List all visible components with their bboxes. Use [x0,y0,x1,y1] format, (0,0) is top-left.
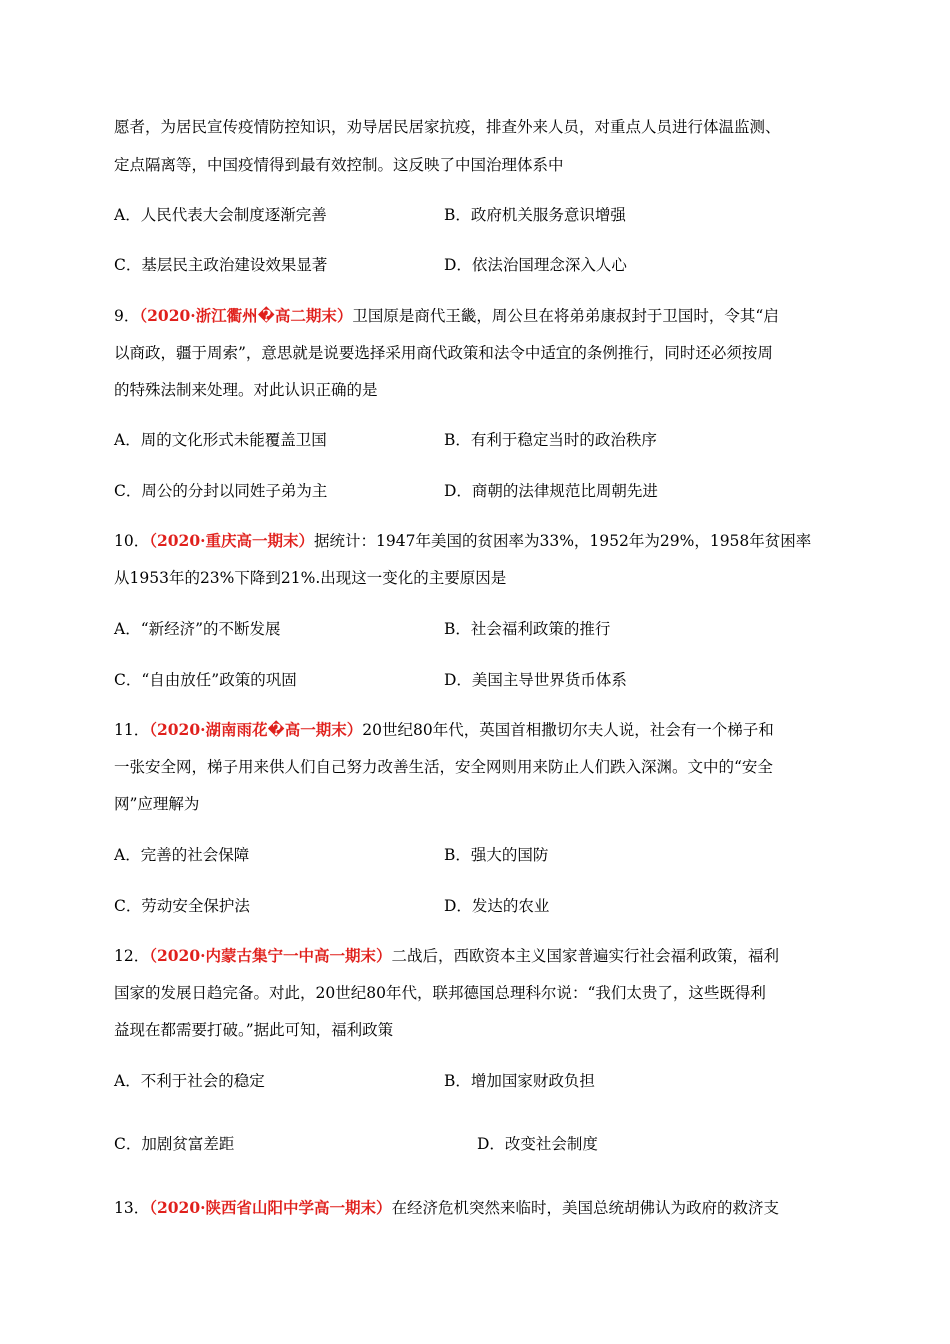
q9-line-1-text: 卫国原是商代王畿，周公旦在将弟弟康叔封于卫国时，令其“启 [352,307,779,325]
q9-option-a: A．周的文化形式未能覆盖卫国 [114,431,327,449]
q12-option-b: B．增加国家财政负担 [444,1072,595,1090]
q9-option-b: B．有利于稳定当时的政治秩序 [444,431,657,449]
q10-option-a: A．“新经济”的不断发展 [114,620,281,638]
q12-source: （2020·内蒙古集宁一中高一期末） [149,946,392,965]
q11-option-b: B．强大的国防 [444,846,549,864]
q8-option-c: C．基层民主政治建设效果显著 [114,256,328,274]
q12-option-a: A．不利于社会的稳定 [114,1072,265,1090]
q12-option-c: C．加剧贫富差距 [114,1135,235,1153]
q10-source: （2020·重庆高一期末） [149,531,315,550]
q10-option-b: B．社会福利政策的推行 [444,620,611,638]
q10-option-c: C．“自由放任”政策的巩固 [114,671,297,689]
q11-option-a: A．完善的社会保障 [114,846,250,864]
q12-option-d: D．改变社会制度 [477,1135,598,1153]
q9-line-3: 的特殊法制来处理。对此认识正确的是 [114,381,378,399]
q11-line-3: 网”应理解为 [114,795,200,813]
q11-number: 11． [114,721,150,739]
q11-source: （2020·湖南雨花�高一期末） [149,720,363,739]
q8-stem-line-1: 愿者，为居民宣传疫情防控知识，劝导居民居家抗疫，排查外来人员，对重点人员进行体温监测、 [114,118,781,136]
q13-line-1 [114,1198,779,1218]
q10-number: 10． [114,532,150,550]
q13-line-1-text: 在经济危机突然来临时，美国总统胡佛认为政府的救济支 [391,1199,780,1217]
q11-line-1 [114,720,774,740]
q12-line-1-text: 二战后，西欧资本主义国家普遍实行社会福利政策，福利 [391,947,780,965]
q12-line-3: 益现在都需要打破。”据此可知，福利政策 [114,1021,394,1039]
q9-line-1 [114,306,779,326]
q13-source: （2020·陕西省山阳中学高一期末） [149,1198,392,1217]
q9-line-2: 以商政，疆于周索”，意思就是说要选择采用商代政策和法令中适宜的条例推行，同时还必须按周 [114,344,773,362]
q10-line-2: 从1953年的23%下降到21%.出现这一变化的主要原因是 [114,569,507,587]
q13-number: 13． [114,1199,150,1217]
q8-option-a: A．人民代表大会制度逐渐完善 [114,206,327,224]
q10-line-1-text: 据统计：1947年美国的贫困率为33%，1952年为29%，1958年贫困率 [314,532,812,550]
q11-option-c: C．劳动安全保护法 [114,897,250,915]
q8-option-d: D．依法治国理念深入人心 [444,256,627,274]
q8-stem-line-2: 定点隔离等，中国疫情得到最有效控制。这反映了中国治理体系中 [114,156,564,174]
q12-number: 12． [114,947,150,965]
q11-line-2: 一张安全网，梯子用来供人们自己努力改善生活，安全网则用来防止人们跌入深渊。文中的“安全 [114,758,773,776]
q9-option-c: C．周公的分封以同姓子弟为主 [114,482,328,500]
q11-option-d: D．发达的农业 [444,897,550,915]
q10-line-1 [114,531,811,551]
q8-option-b: B．政府机关服务意识增强 [444,206,626,224]
q10-option-d: D．美国主导世界货币体系 [444,671,627,689]
q12-line-2: 国家的发展日趋完备。对此，20世纪80年代，联邦德国总理科尔说：“我们太贵了，这些既得利 [114,984,766,1002]
q11-line-1-text: 20世纪80年代，英国首相撒切尔夫人说，社会有一个梯子和 [362,721,774,739]
q12-line-1 [114,946,779,966]
q9-number: 9． [114,307,140,325]
q9-option-d: D．商朝的法律规范比周朝先进 [444,482,658,500]
q9-source: （2020·浙江衢州�高二期末） [139,306,353,325]
